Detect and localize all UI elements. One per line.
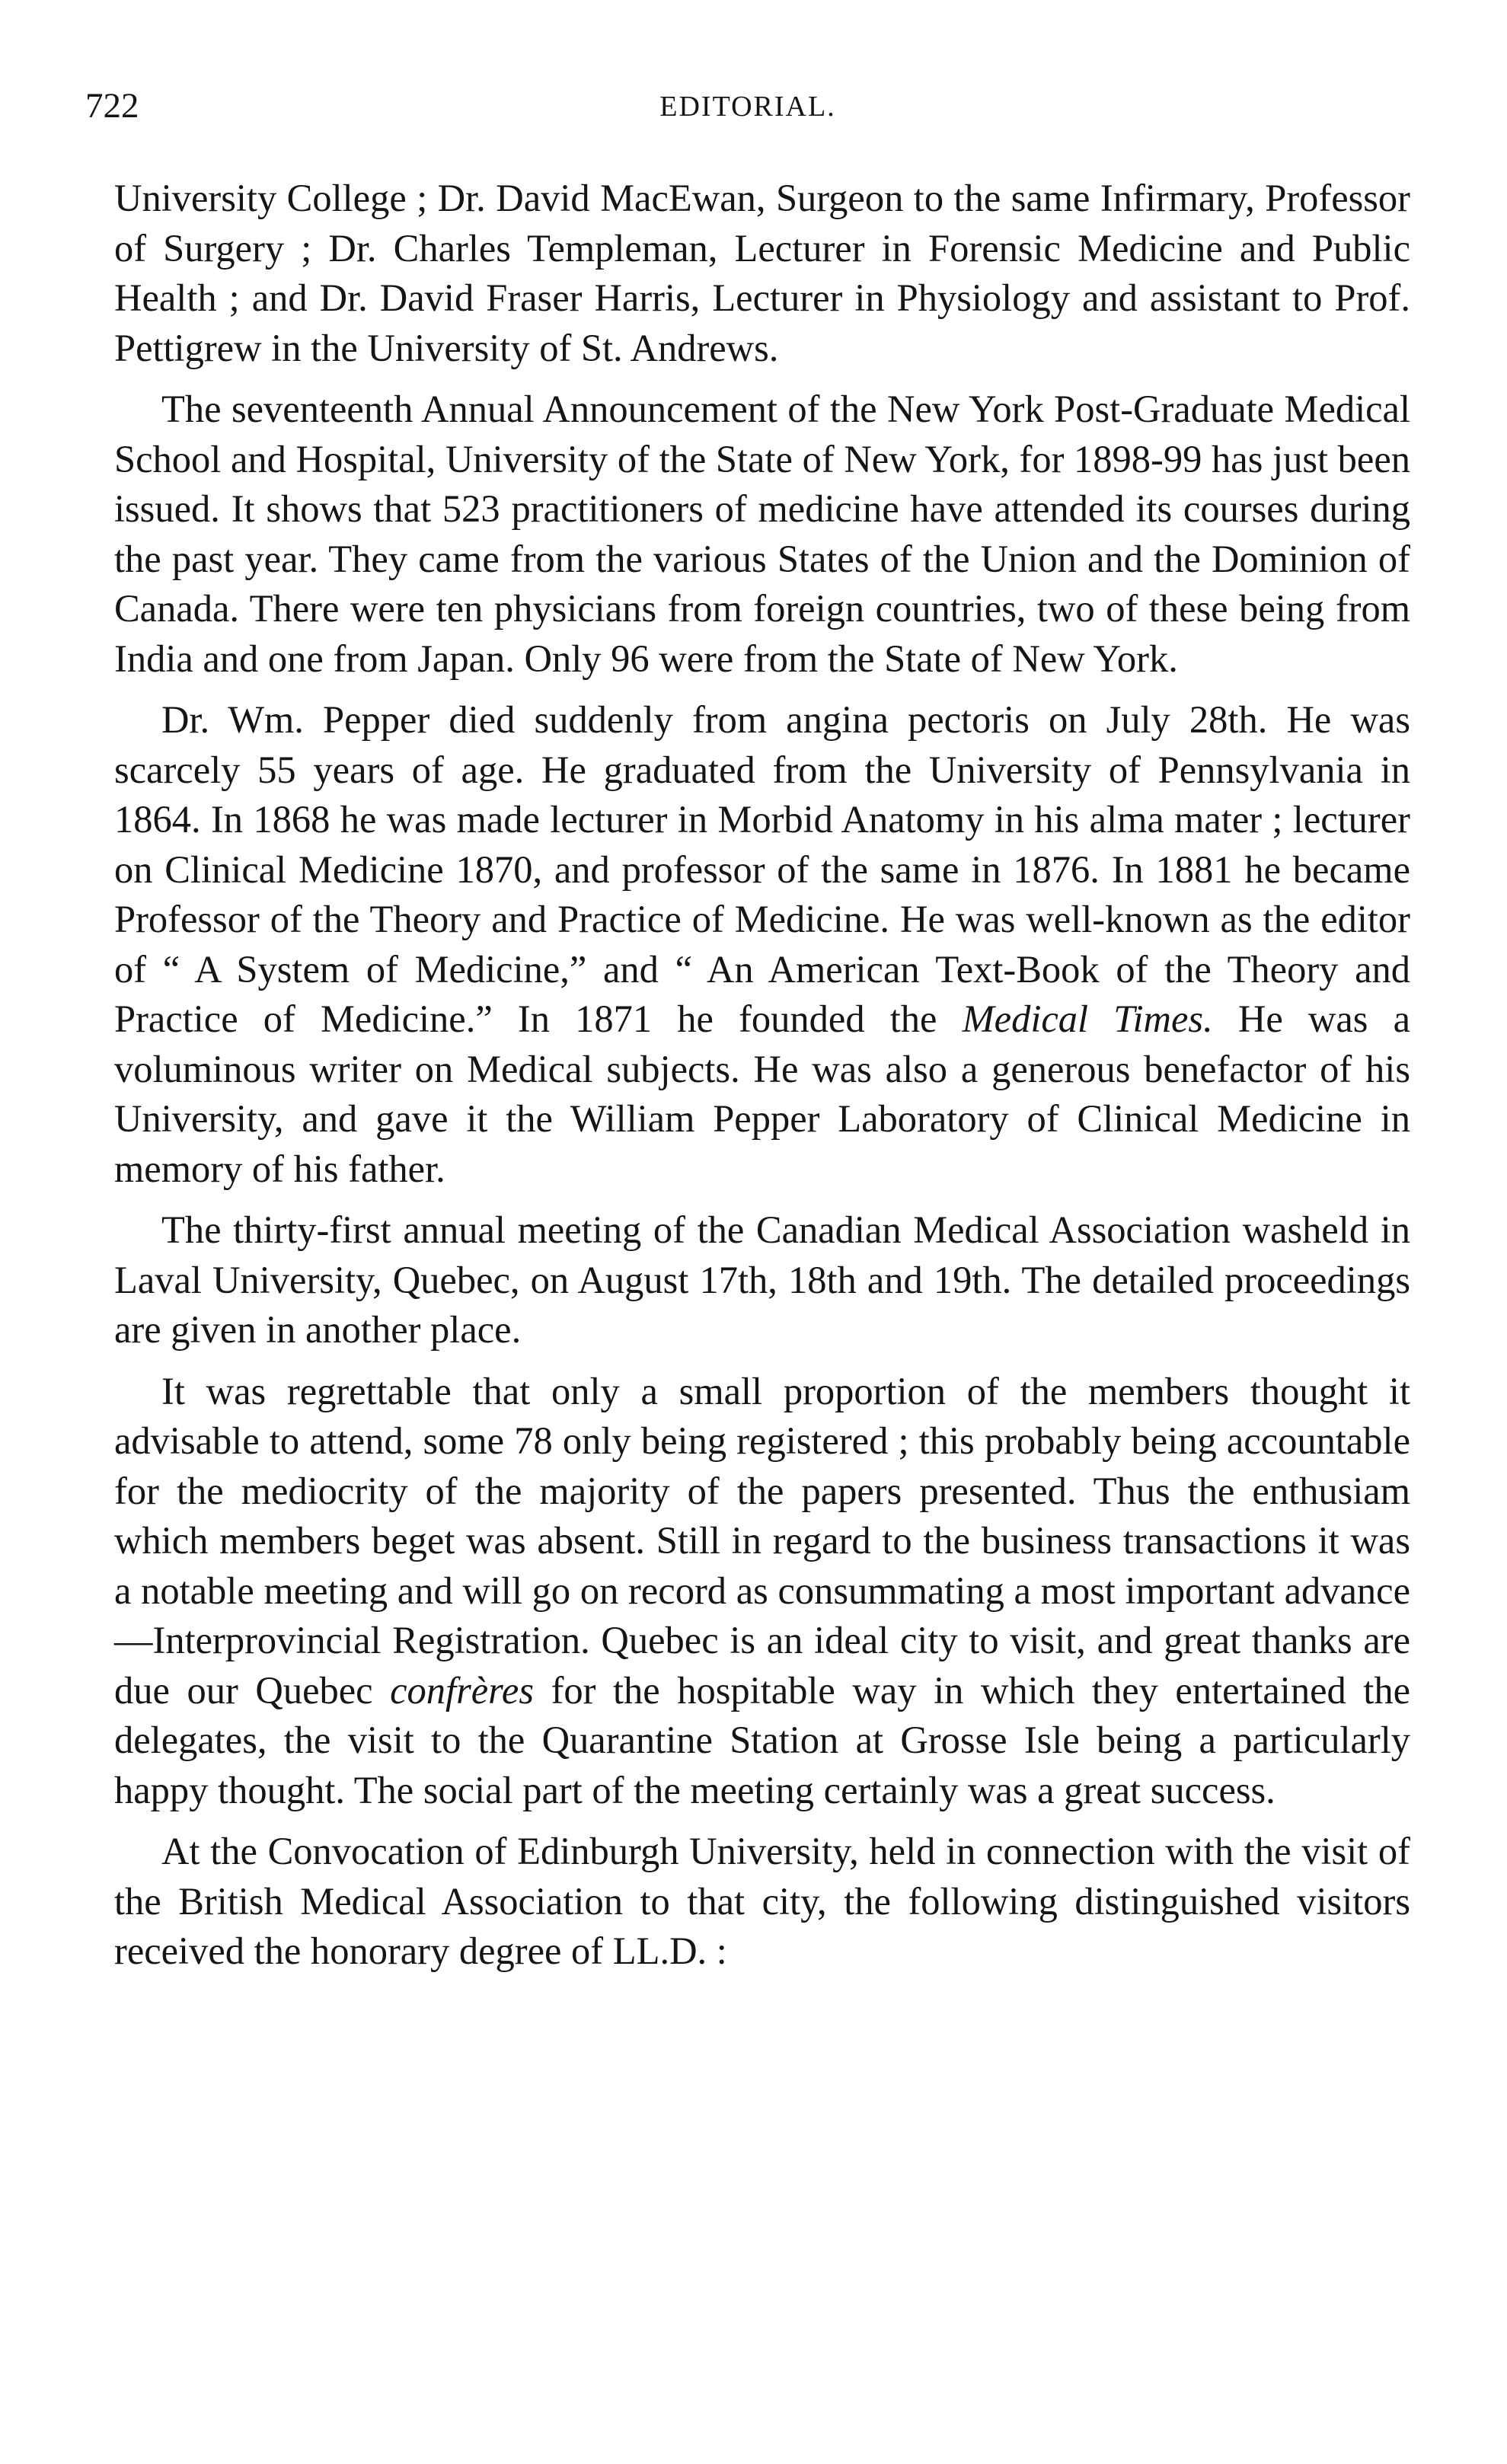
running-header [85,85,1410,139]
paragraph-text: He was a voluminous writer on Medical subjects. He was also a generous benefactor of his University, and gave it the William Pepper Laboratory of Clinical Medicine in memory of his father. [114,997,1411,1190]
section-title: EDITORIAL. [659,91,836,123]
paragraph-cma-meeting: The thirty-first annual meeting of the Canadian Medical Association washeld in Laval University, Quebec, on August 17th, 18th and 19th. The detailed proceedings are given in another place. [114,1208,1410,1351]
paragraph-meeting-commentary [114,1367,1410,1816]
paragraph-wm-pepper-obituary [114,695,1410,1194]
foreign-term-italic: confrères [390,1668,534,1712]
journal-title-italic: Medical Times. [962,997,1213,1040]
paragraph-text: for the hospitable way in which they entertained the delegates, the visit to the Quarantine Station at Grosse Isle being a particularly happy thought. The social part of the meeting certainly was a great success. [114,1668,1410,1811]
paragraph-appointments-continued: University College ; Dr. David MacEwan, Surgeon to the same Infirmary, Professor of Surgery ; Dr. Charles Templeman, Lecturer in Forensic Medicine and Public Health ; and Dr. David Fraser Harris, Lecturer in Physiology and assistant to Prof. Pettigrew in the University of St. Andrews. [114,177,1410,369]
paragraph-new-york-post-graduate: The seventeenth Annual Announcement of the New York Post-Graduate Medical School and Hospital, University of the State of New York, for 1898-99 has just been issued. It shows that 523 practitioners of medicine have attended its courses during the past year. They came from the various States of the Union and the Dominion of Canada. There were ten physicians from foreign countries, two of these being from India and one from Japan. Only 96 were from the State of New York. [114,388,1410,680]
paragraph-text: It was regrettable that only a small proportion of the members thought it advisable to attend, some 78 only being registered ; this probably being accountable for the mediocrity of the majority of the papers presented. Thus the enthusiam which members beget was absent. Still in regard to the business transactions it was a notable meeting and will go on record as consummating a most important advance—Interprovincial Registration. Quebec is an ideal city to visit, and great thanks are due our Quebec [114,1369,1410,1712]
page-number: 722 [85,86,139,126]
paragraph-text: Dr. Wm. Pepper died suddenly from angina pectoris on July 28th. He was scarcely 55 years of age. He graduated from the University of Pennsylvania in 1864. In 1868 he was made lecturer in Morbid Anatomy in his alma mater ; lecturer on Clinical Medicine 1870, and professor of the same in 1876. In 1881 he became Professor of the Theory and Practice of Medicine. He was well-known as the editor of “ A System of Medicine,” and “ An American Text-Book of the Theory and Practice of Medicine.” In 1871 he founded the [114,698,1410,1040]
article-body [114,174,1410,1977]
paragraph-edinburgh-convocation: At the Convocation of Edinburgh University, held in connection with the visit of the British Medical Association to that city, the following distinguished visitors received the honorary degree of LL.D. : [114,1830,1410,1972]
